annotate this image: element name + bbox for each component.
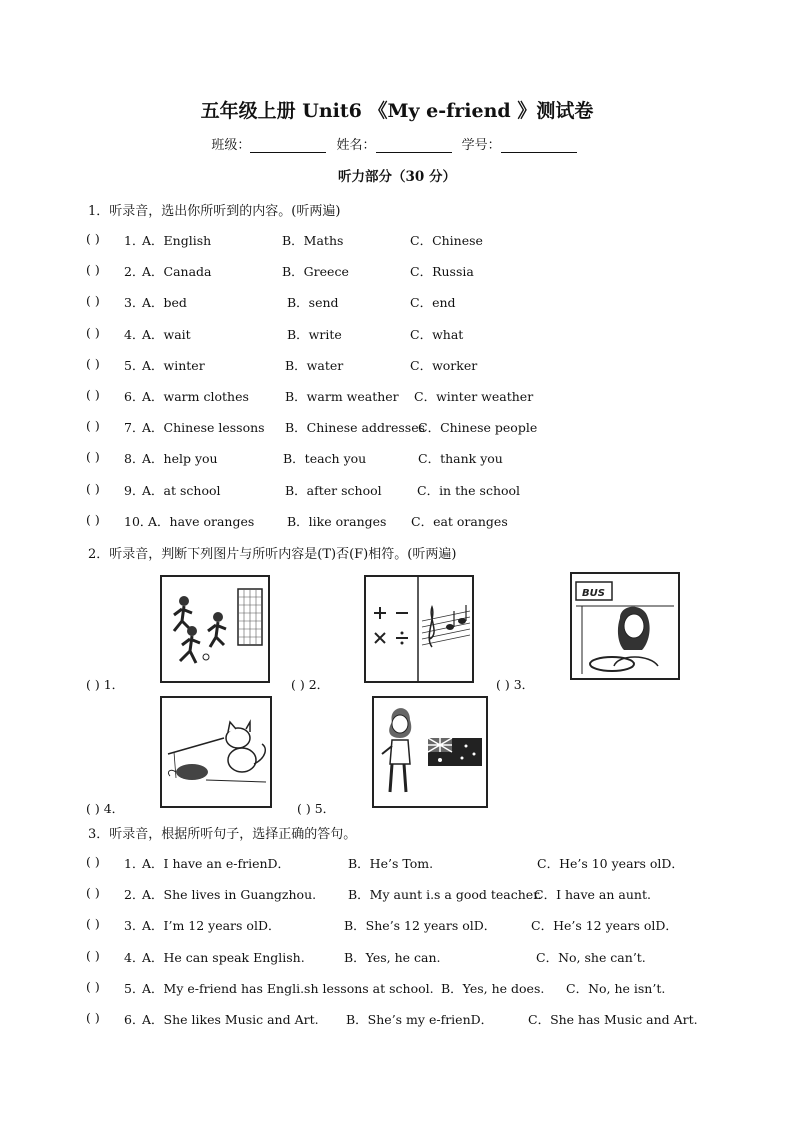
- option-b: B．send: [287, 295, 339, 311]
- answer-bracket[interactable]: ( ): [86, 1010, 100, 1025]
- picture-children-football: [160, 575, 270, 683]
- option-b: B．warm weather: [285, 389, 399, 404]
- option-b: B．write: [287, 326, 342, 342]
- picture-girl-flag: [372, 696, 488, 808]
- option-b: B．Chinese addresses: [285, 420, 426, 436]
- option-b: B．My aunt i.s a good teacher.: [348, 887, 542, 903]
- picture4-label: ( ) 4．: [86, 801, 125, 816]
- name-label: 姓名：: [336, 138, 376, 153]
- option-c: C．He’s 12 years olD．: [531, 918, 678, 934]
- option-c: C．Chinese: [410, 233, 483, 248]
- option-a: A．at school: [142, 482, 221, 498]
- question-number: 3．: [124, 295, 145, 311]
- option-b: B．water: [285, 357, 344, 373]
- option-c: C．winter weather: [414, 389, 534, 404]
- question-number: 3．: [124, 918, 145, 934]
- picture1-label: ( ) 1．: [86, 677, 125, 692]
- option-b: B．Greece: [282, 264, 349, 280]
- answer-bracket[interactable]: ( ): [86, 418, 100, 434]
- option-a: A．bed: [142, 295, 187, 311]
- maths-music-drawing: [366, 577, 472, 681]
- answer-bracket[interactable]: ( ): [86, 293, 100, 309]
- picture-bus-driver: [570, 572, 680, 680]
- answer-bracket[interactable]: ( ): [86, 231, 100, 246]
- section3-heading: 3．听录音，根据所听句子，选择正确的答句。: [88, 827, 357, 842]
- question-number: 2．: [124, 264, 145, 280]
- answer-bracket[interactable]: ( ): [86, 947, 100, 963]
- question-number: 5．: [124, 357, 145, 373]
- girl-flag-drawing: [374, 698, 486, 806]
- question-number: 9．: [124, 482, 145, 498]
- option-a: A．English: [142, 233, 212, 248]
- option-a: A．Canada: [142, 264, 212, 280]
- number-field[interactable]: [501, 138, 577, 153]
- answer-bracket[interactable]: ( ): [86, 480, 100, 496]
- picture3-label: ( ) 3．: [496, 677, 535, 692]
- picture-maths-music: [364, 575, 474, 683]
- option-a: A．I have an e-frienD．: [142, 856, 291, 871]
- football-drawing: [162, 577, 268, 681]
- bus-driver-drawing: [572, 574, 678, 678]
- option-a: A．Chinese lessons: [142, 420, 265, 436]
- question-number: 7．: [124, 420, 145, 436]
- option-a: A．warm clothes: [142, 389, 249, 404]
- option-b: B．Maths: [282, 233, 344, 248]
- question-number: 1．: [124, 856, 145, 871]
- option-c: C．worker: [410, 357, 478, 373]
- answer-bracket[interactable]: ( ): [86, 885, 100, 901]
- option-a: A．I’m 12 years olD．: [142, 918, 281, 934]
- option-a: A．winter: [142, 357, 205, 373]
- question-number: 4．: [124, 326, 145, 342]
- picture5-label: ( ) 5．: [297, 801, 336, 816]
- option-b: B．She’s 12 years olD．: [344, 918, 497, 934]
- option-a: A．He can speak English.: [142, 949, 305, 965]
- bus-sign: BUS: [582, 588, 605, 599]
- name-field[interactable]: [376, 138, 452, 153]
- cat-fishing-drawing: [162, 698, 270, 806]
- option-b: B．He’s Tom.: [348, 856, 434, 871]
- option-c: C．end: [410, 295, 456, 311]
- page-title: 五年级上册 Unit6 《My e-friend 》测试卷: [200, 100, 594, 122]
- answer-bracket[interactable]: ( ): [86, 854, 100, 869]
- option-a: A．She likes Music and Art.: [142, 1012, 319, 1027]
- question-number: 1．: [124, 233, 145, 248]
- option-c: C．He’s 10 years olD．: [537, 856, 684, 871]
- class-label: 班级：: [211, 138, 251, 153]
- option-b: B．teach you: [283, 451, 367, 467]
- option-c: C．thank you: [418, 451, 503, 467]
- option-a: A．wait: [142, 326, 191, 342]
- answer-bracket[interactable]: ( ): [86, 978, 100, 994]
- option-b: B．She’s my e-frienD．: [346, 1012, 494, 1027]
- option-c: C．in the school: [417, 482, 521, 498]
- answer-bracket[interactable]: ( ): [86, 916, 100, 932]
- listening-subtitle: 听力部分（30 分）: [338, 169, 456, 185]
- option-a: A．She lives in Guangzhou.: [142, 887, 317, 903]
- picture-cat-fishing: [160, 696, 272, 808]
- question-number: 6．: [124, 389, 145, 404]
- answer-bracket[interactable]: ( ): [86, 262, 100, 278]
- class-field[interactable]: [250, 138, 326, 153]
- option-c: C．Chinese people: [418, 420, 538, 436]
- answer-bracket[interactable]: ( ): [86, 355, 100, 371]
- question-number: 6．: [124, 1012, 145, 1027]
- option-c: C．No, she can’t.: [536, 949, 646, 965]
- option-c: C．Russia: [410, 264, 474, 280]
- option-c: C．No, he isn’t.: [566, 980, 666, 996]
- answer-bracket[interactable]: ( ): [86, 387, 100, 402]
- question-number: 2．: [124, 887, 145, 903]
- option-a: A．have oranges: [148, 513, 255, 529]
- question-number: 10．: [124, 513, 153, 529]
- option-c: C．She has Music and Art.: [528, 1012, 698, 1027]
- option-b: B．after school: [285, 482, 382, 498]
- answer-bracket[interactable]: ( ): [86, 324, 100, 340]
- section1-heading: 1．听录音，选出你所听到的内容。(听两遍): [88, 204, 341, 219]
- picture2-label: ( ) 2．: [291, 677, 330, 692]
- question-number: 4．: [124, 949, 145, 965]
- question-number: 8．: [124, 451, 145, 467]
- option-c: C．I have an aunt.: [534, 887, 651, 903]
- section2-heading: 2．听录音，判断下列图片与所听内容是(T)否(F)相符。(听两遍): [88, 547, 457, 562]
- answer-bracket[interactable]: ( ): [86, 449, 100, 465]
- option-c: C．what: [410, 326, 464, 342]
- student-info: [0, 134, 794, 153]
- option-a: A．help you: [142, 451, 218, 467]
- option-b: B．Yes, he can.: [344, 949, 441, 965]
- option-b: B．like oranges: [287, 513, 387, 529]
- answer-bracket[interactable]: ( ): [86, 511, 100, 527]
- option-b: B．Yes, he does.: [441, 980, 545, 996]
- option-c: C．eat oranges: [411, 513, 508, 529]
- option-a: A．My e-friend has Engli.sh lessons at school.: [142, 980, 434, 996]
- question-number: 5．: [124, 980, 145, 996]
- number-label: 学号：: [461, 138, 501, 153]
